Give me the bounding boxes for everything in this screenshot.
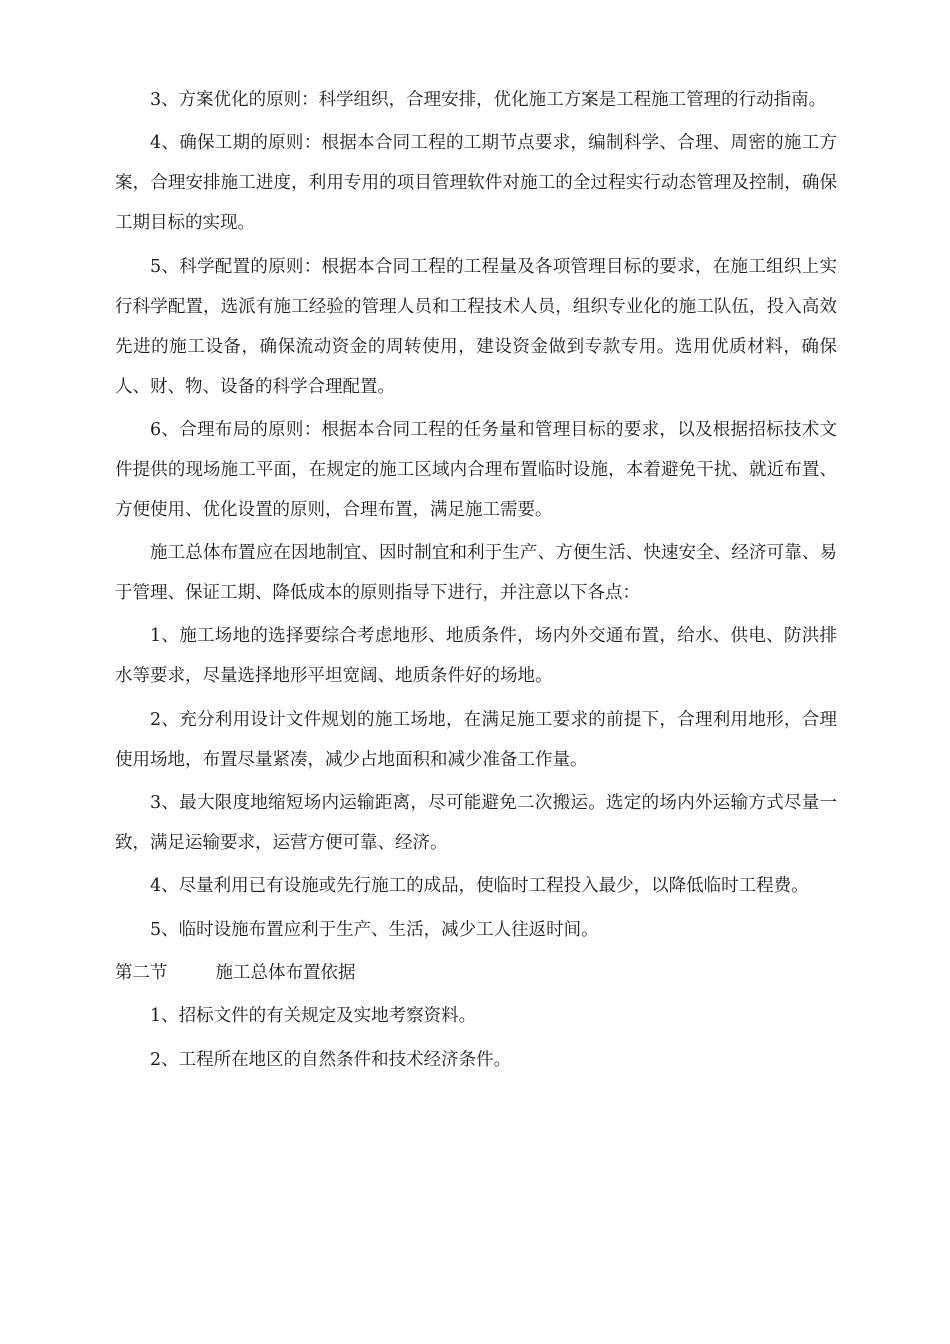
paragraph-principle-6: 6、合理布局的原则：根据本合同工程的任务量和管理目标的要求，以及根据招标技术文件提供的现场施工平面，在规定的施工区域内合理布置临时设施，本着避免干扰、就近布置、方便使用、优化设置的原则，合理布置，满足施工需要。 xyxy=(115,419,837,520)
paragraph-point-1: 1、施工场地的选择要综合考虑地形、地质条件，场内外交通布置，给水、供电、防洪排水等要求，尽量选择地形平坦宽阔、地质条件好的场地。 xyxy=(115,626,837,687)
paragraph-layout-intro: 施工总体布置应在因地制宜、因时制宜和利于生产、方便生活、快速安全、经济可靠、易于管理、保证工期、降低成本的原则指导下进行，并注意以下各点： xyxy=(115,543,837,604)
section-heading xyxy=(115,953,837,993)
paragraph-point-4: 4、尽量利用已有设施或先行施工的成品，使临时工程投入最少，以降低临时工程费。 xyxy=(150,876,809,897)
paragraph-point-2: 2、充分利用设计文件规划的施工场地，在满足施工要求的前提下，合理利用地形，合理使用场地，布置尽量紧凑，减少占地面积和减少准备工作量。 xyxy=(115,709,837,770)
section-title: 施工总体布置依据 xyxy=(215,962,356,983)
paragraph-principle-3: 3、方案优化的原则：科学组织，合理安排，优化施工方案是工程施工管理的行动指南。 xyxy=(150,90,827,110)
paragraph-principle-5: 5、科学配置的原则：根据本合同工程的工程量及各项管理目标的要求，在施工组织上实行科学配置，选派有施工经验的管理人员和工程技术人员，组织专业化的施工队伍，投入高效先进的施工设备，确保流动资金的周转使用，建设资金做到专款专用。选用优质材料，确保人、财、物、设备的科学合理配置。 xyxy=(115,256,837,397)
paragraph-basis-1: 1、招标文件的有关规定及实地考察资料。 xyxy=(150,1006,477,1027)
section-number: 第二节 xyxy=(115,962,168,983)
paragraph-point-5: 5、临时设施布置应利于生产、生活，减少工人往返时间。 xyxy=(150,919,599,940)
paragraph-basis-2: 2、工程所在地区的自然条件和技术经济条件。 xyxy=(150,1049,512,1070)
paragraph-principle-4: 4、确保工期的原则：根据本合同工程的工期节点要求，编制科学、合理、周密的施工方案，合理安排施工进度，利用专用的项目管理软件对施工的全过程实行动态管理及控制，确保工期目标的实现。 xyxy=(115,133,837,234)
document-body xyxy=(115,80,837,1083)
paragraph-point-3: 3、最大限度地缩短场内运输距离，尽可能避免二次搬运。选定的场内外运输方式尽量一致，满足运输要求，运营方便可靠、经济。 xyxy=(115,793,837,854)
